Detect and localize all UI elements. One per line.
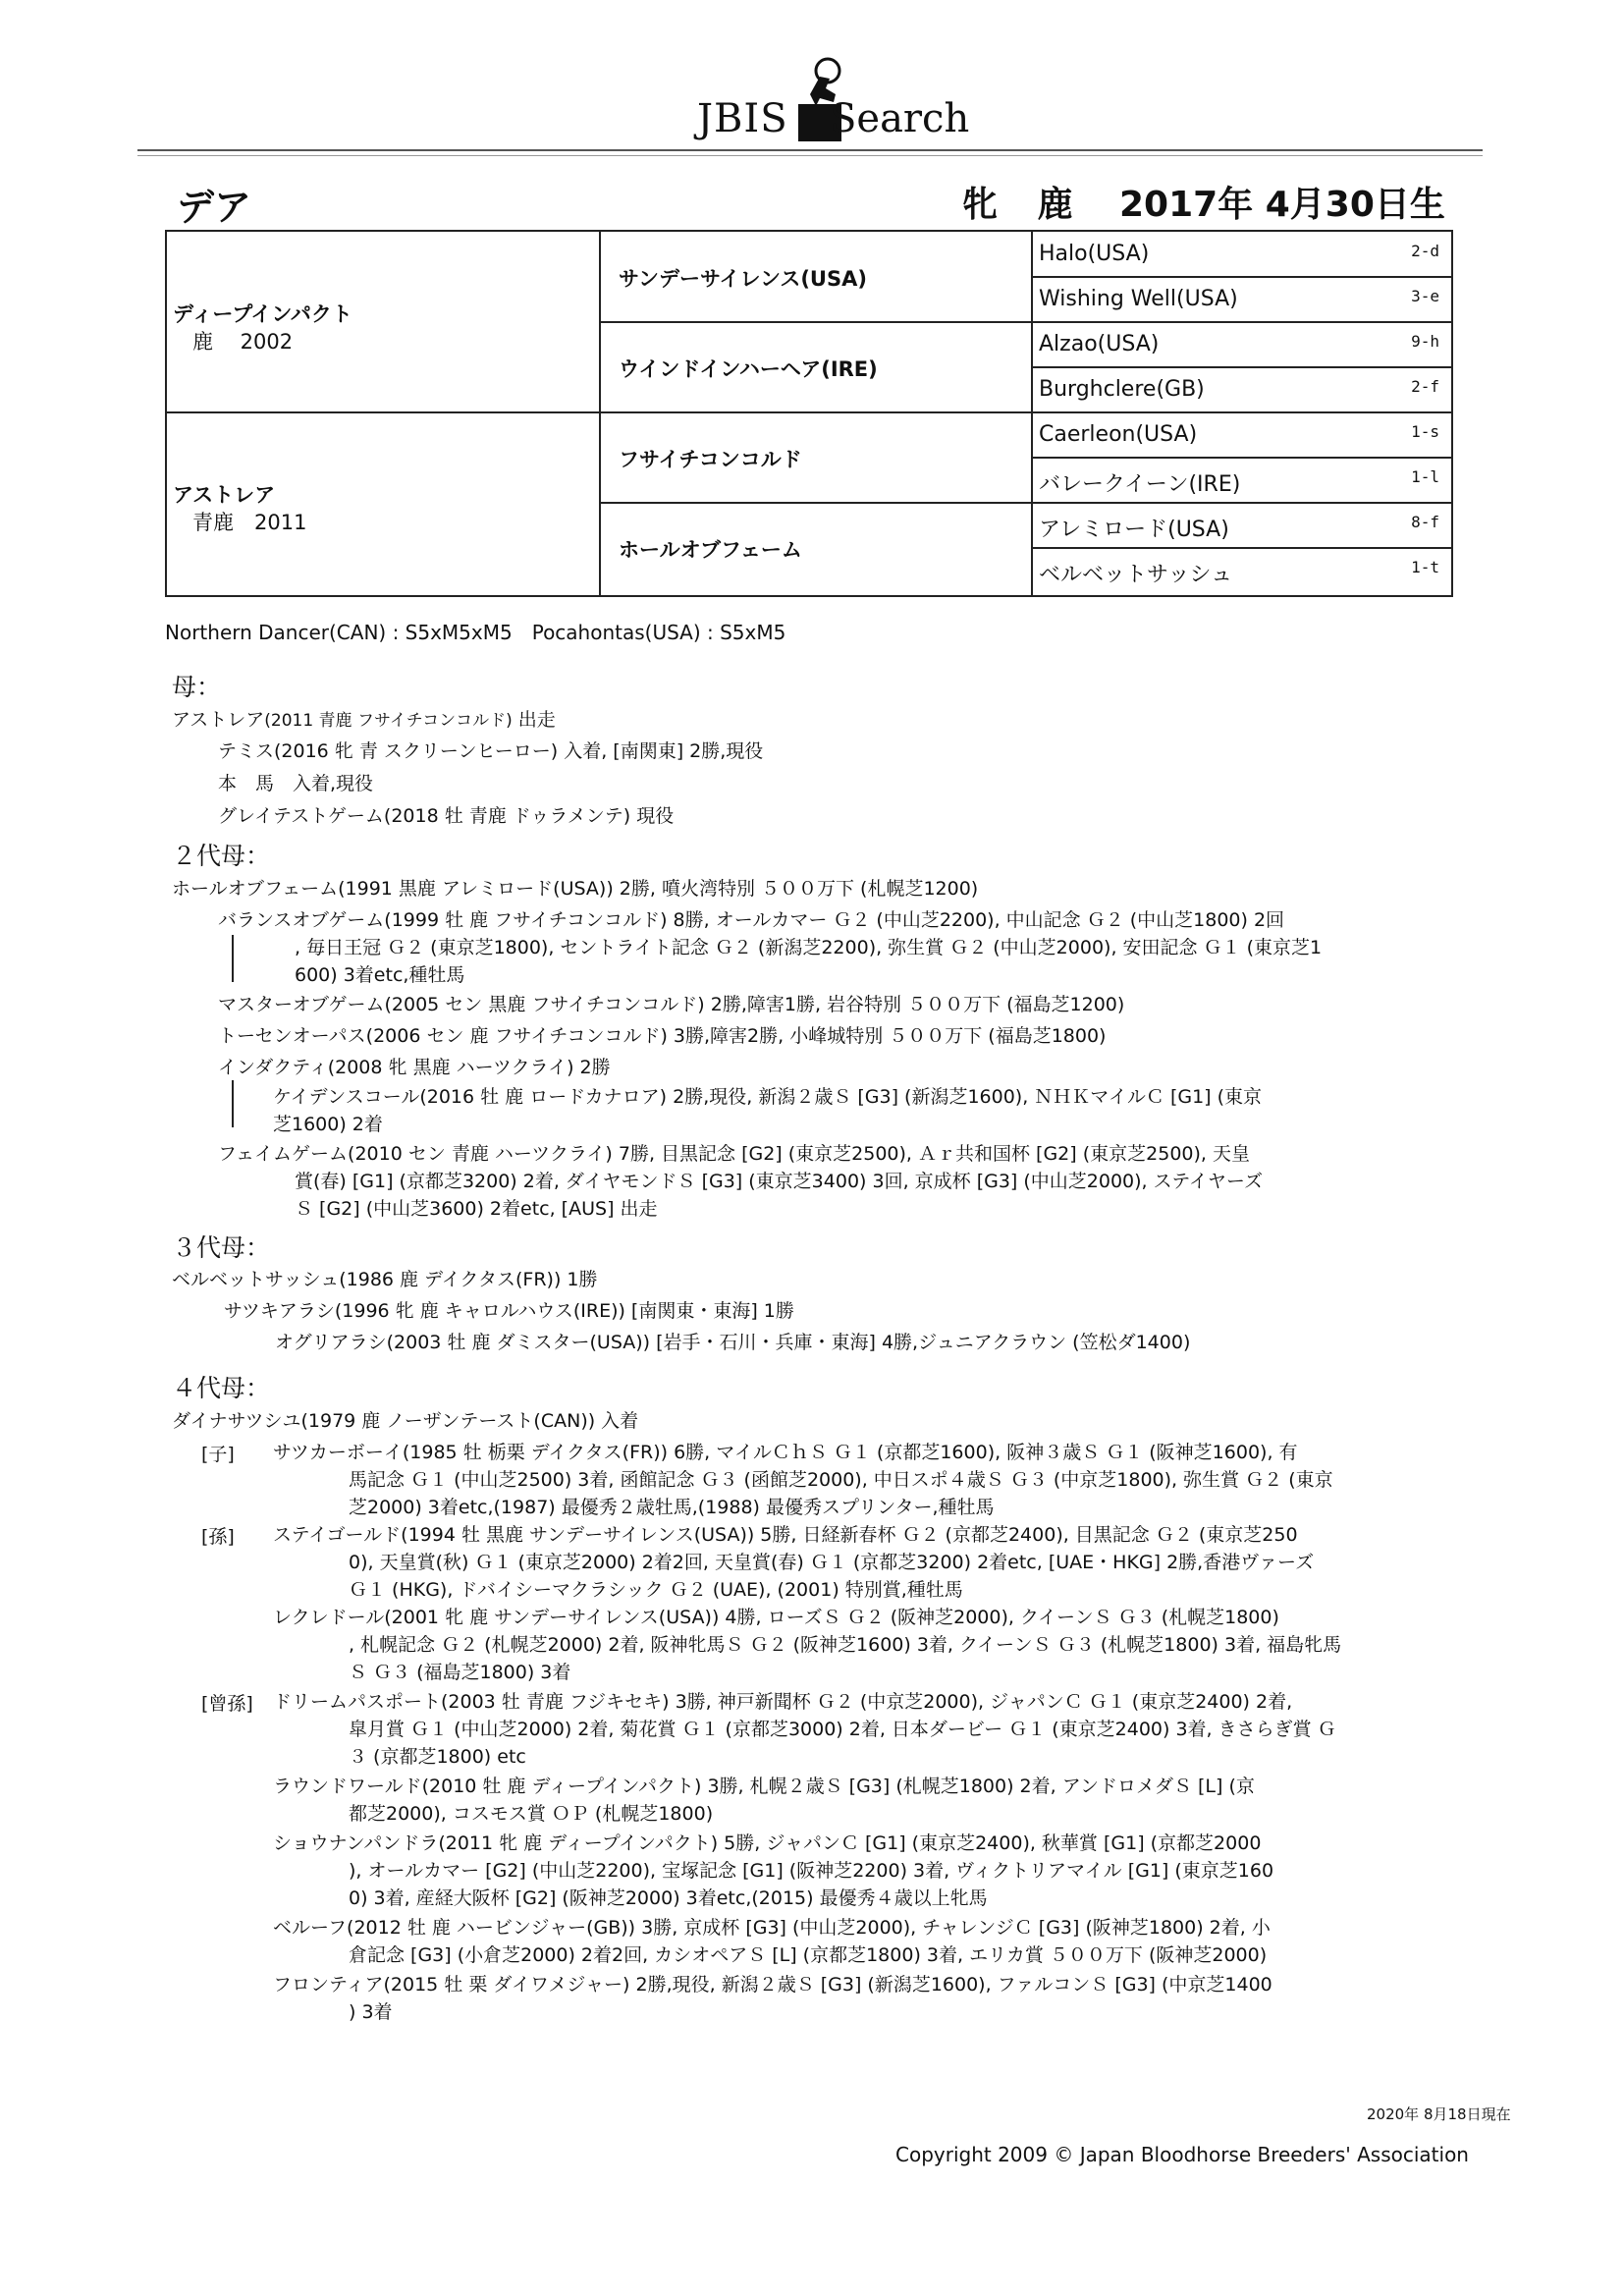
horse-name: デア: [177, 186, 252, 229]
inbreeding-note: Northern Dancer(CAN) : S5xM5xM5 Pocahontas(USA) : S5xM5: [165, 621, 786, 644]
family-line: ショウナンパンドラ(2011 牝 鹿 ディープインパクト) 5勝, ジャパンＣ [G1] (東京芝2400), 秋華賞 [G1] (京都芝2000: [273, 1832, 1262, 1854]
pedigree-row-divider: [599, 502, 1451, 504]
header-divider-thin: [137, 155, 1483, 156]
family-code: 8-f: [1411, 513, 1439, 531]
gen2-dam-sire: フサイチコンコルド: [619, 448, 802, 471]
family-line: 賞(春) [G1] (京都芝3200) 2着, ダイヤモンドＳ [G3] (東京芝3400) 3回, 京成杯 [G3] (中山芝2000), ステイヤーズ: [295, 1171, 1263, 1192]
pedigree-row-divider: [167, 411, 1451, 413]
gen3-ancestor: [1039, 558, 1451, 588]
family-line: ベルーフ(2012 牡 鹿 ハービンジャー(GB)) 3勝, 京成杯 [G3] (中山芝2000), チャレンジＣ [G3] (阪神芝1800) 2着, 小: [273, 1917, 1271, 1939]
header-divider: [137, 149, 1483, 151]
family-line: サツカーボーイ(1985 牡 栃栗 デイクタス(FR)) 6勝, マイルＣｈＳ Ｇ１ (京都芝1600), 阪神３歳Ｓ Ｇ１ (阪神芝1600), 有: [273, 1442, 1298, 1463]
gen3-ancestor: [1039, 377, 1451, 402]
family-line: バランスオブゲーム(1999 牡 鹿 フサイチコンコルド) 8勝, オールカマー Ｇ２ (中山芝2200), 中山記念 Ｇ２ (中山芝1800) 2回: [218, 909, 1285, 931]
ancestor-name: Alzao(USA): [1039, 332, 1160, 356]
dam-info: 青鹿 2011: [192, 511, 307, 534]
sire-name: ディープインパクト: [173, 302, 352, 326]
pedigree-col-divider: [1031, 232, 1033, 595]
sire-cell: [173, 301, 352, 355]
family-code: 1-l: [1411, 467, 1439, 486]
ancestor-name: ベルベットサッシュ: [1039, 563, 1233, 587]
pedigree-row-divider: [1031, 366, 1451, 368]
birth-date: 2017年 4月30日生: [1119, 185, 1445, 225]
family-bracket: [232, 935, 234, 982]
pedigree-row-divider: [599, 321, 1451, 323]
section-gen3: ３代母：: [172, 1233, 271, 1262]
family-line: ドリームパスポート(2003 牡 青鹿 フジキセキ) 3勝, 神戸新聞杯 Ｇ２ (中京芝2000), ジャパンＣ Ｇ１ (東京芝2400) 2着,: [273, 1691, 1293, 1713]
family-line: Ｓ [G2] (中山芝3600) 2着etc, [AUS] 出走: [295, 1198, 658, 1220]
family-line: グレイテストゲーム(2018 牡 青鹿 ドゥラメンテ) 現役: [218, 805, 675, 827]
family-line: 本 馬 入着,現役: [218, 773, 374, 794]
family-line: 芝1600) 2着: [273, 1114, 383, 1135]
family-line: ) 3着: [349, 2001, 393, 2023]
family-line: 都芝2000), コスモス賞 ＯＰ (札幌芝1800): [349, 1803, 714, 1825]
generation-tag: [孫]: [201, 1526, 235, 1548]
gen2-dam-dam: ホールオブフェーム: [619, 538, 802, 562]
family-line: , 毎日王冠 Ｇ２ (東京芝1800), セントライト記念 Ｇ２ (新潟芝2200), 弥生賞 Ｇ２ (中山芝2000), 安田記念 Ｇ１ (東京芝1: [295, 937, 1323, 958]
sex-color: 牝 鹿: [962, 185, 1087, 225]
family-line: Ｓ Ｇ３ (福島芝1800) 3着: [349, 1662, 571, 1683]
family-line: オグリアラシ(2003 牡 鹿 ダミスター(USA)) [岩手・石川・兵庫・東海] 4勝,ジュニアクラウン (笠松ダ1400): [275, 1332, 1191, 1353]
pedigree-col-divider: [599, 232, 601, 595]
gen3-ancestor: [1039, 287, 1451, 311]
family-line: フェイムゲーム(2010 セン 青鹿 ハーツクライ) 7勝, 目黒記念 [G2] (東京芝2500), Ａｒ共和国杯 [G2] (東京芝2500), 天皇: [218, 1143, 1250, 1165]
family-line: ケイデンスコール(2016 牡 鹿 ロードカナロア) 2勝,現役, 新潟２歳Ｓ [G3] (新潟芝1600), ＮＨＫマイルＣ [G1] (東京: [273, 1086, 1263, 1108]
family-line: 0) 3着, 産経大阪杯 [G2] (阪神芝2000) 3着etc,(2015) 最優秀４歳以上牝馬: [349, 1887, 988, 1909]
gen3-ancestor: [1039, 467, 1451, 498]
family-line: ホールオブフェーム(1991 黒鹿 アレミロード(USA)) 2勝, 噴火湾特別 ５００万下 (札幌芝1200): [172, 878, 979, 900]
family-line: ベルベットサッシュ(1986 鹿 デイクタス(FR)) 1勝: [172, 1269, 598, 1290]
family-code: 9-h: [1411, 332, 1439, 351]
gen3-ancestor: [1039, 513, 1451, 543]
family-line: インダクティ(2008 牝 黒鹿 ハーツクライ) 2勝: [218, 1057, 611, 1078]
section-gen4: ４代母：: [172, 1374, 271, 1402]
jbis-search-logo: [697, 47, 970, 145]
pedigree-row-divider: [1031, 276, 1451, 278]
family-code: 1-s: [1411, 422, 1439, 441]
family-line: 皐月賞 Ｇ１ (中山芝2000) 2着, 菊花賞 Ｇ１ (京都芝3000) 2着, 日本ダービー Ｇ１ (東京芝2400) 3着, きさらぎ賞 Ｇ: [349, 1719, 1336, 1740]
family-line: サツキアラシ(1996 牝 鹿 キャロルハウス(IRE)) [南関東・東海] 1勝: [224, 1300, 794, 1322]
dam-cell: [173, 481, 306, 536]
ancestor-name: バレークイーン(IRE): [1039, 472, 1241, 497]
family-line: 芝2000) 3着etc,(1987) 最優秀２歳牡馬,(1988) 最優秀スプリンター,種牡馬: [349, 1497, 995, 1518]
copyright: Copyright 2009 © Japan Bloodhorse Breeders' Association: [895, 2143, 1469, 2166]
ancestor-name: Wishing Well(USA): [1039, 287, 1238, 311]
ancestor-name: Burghclere(GB): [1039, 377, 1205, 402]
family-line: アストレア(2011 青鹿 フサイチコンコルド) 出走: [172, 709, 556, 731]
family-line: トーセンオーパス(2006 セン 鹿 フサイチコンコルド) 3勝,障害2勝, 小峰城特別 ５００万下 (福島芝1800): [218, 1025, 1107, 1047]
gen3-ancestor: [1039, 332, 1451, 356]
family-line: 600) 3着etc,種牡馬: [295, 964, 465, 986]
family-line: フロンティア(2015 牡 栗 ダイワメジャー) 2勝,現役, 新潟２歳Ｓ [G3] (新潟芝1600), ファルコンＳ [G3] (中京芝1400: [273, 1974, 1272, 1995]
family-bracket: [232, 1080, 234, 1127]
pedigree-table: [165, 230, 1453, 597]
ancestor-name: Caerleon(USA): [1039, 422, 1198, 447]
family-line: ダイナサツシユ(1979 鹿 ノーザンテースト(CAN)) 入着: [172, 1410, 639, 1432]
family-code: 2-d: [1411, 242, 1439, 260]
family-line: レクレドール(2001 牝 鹿 サンデーサイレンス(USA)) 4勝, ローズＳ Ｇ２ (阪神芝2000), クイーンＳ Ｇ３ (札幌芝1800): [273, 1607, 1279, 1628]
ancestor-name: アレミロード(USA): [1039, 518, 1229, 542]
section-gen2: ２代母：: [172, 842, 271, 870]
family-line: ３ (京都芝1800) etc: [349, 1746, 526, 1768]
family-line: ), オールカマー [G2] (中山芝2200), 宝塚記念 [G1] (阪神芝2200) 3着, ヴィクトリアマイル [G1] (東京芝160: [349, 1860, 1274, 1882]
family-code: 3-e: [1411, 287, 1439, 305]
pedigree-row-divider: [1031, 457, 1451, 459]
gen2-sire-sire: サンデーサイレンス(USA): [619, 267, 867, 291]
generation-tag: [曾孫]: [201, 1693, 253, 1715]
family-code: 1-t: [1411, 558, 1439, 576]
pedigree-row-divider: [1031, 547, 1451, 549]
family-code: 2-f: [1411, 377, 1439, 396]
family-line: Ｇ１ (HKG), ドバイシーマクラシック Ｇ２ (UAE), (2001) 特別賞,種牡馬: [349, 1579, 963, 1601]
ancestor-name: Halo(USA): [1039, 242, 1150, 266]
family-line: 倉記念 [G3] (小倉芝2000) 2着2回, カシオペアＳ [L] (京都芝1800) 3着, エリカ賞 ５００万下 (阪神芝2000): [349, 1944, 1268, 1966]
as-of-date: 2020年 8月18日現在: [1367, 2105, 1511, 2123]
family-line: , 札幌記念 Ｇ２ (札幌芝2000) 2着, 阪神牝馬Ｓ Ｇ２ (阪神芝1600) 3着, クイーンＳ Ｇ３ (札幌芝1800) 3着, 福島牝馬: [349, 1634, 1342, 1656]
logo-text-jbis: JBIS: [697, 96, 788, 141]
logo-text-search: Search: [830, 96, 970, 141]
generation-tag: [子]: [201, 1444, 235, 1465]
gen3-ancestor: [1039, 242, 1451, 266]
family-line: 馬記念 Ｇ１ (中山芝2500) 3着, 函館記念 Ｇ３ (函館芝2000), 中日スポ４歳Ｓ Ｇ３ (中京芝1800), 弥生賞 Ｇ２ (東京: [349, 1469, 1333, 1491]
family-line: ラウンドワールド(2010 牡 鹿 ディープインパクト) 3勝, 札幌２歳Ｓ [G3] (札幌芝1800) 2着, アンドロメダＳ [L] (京: [273, 1776, 1255, 1797]
section-dam: 母：: [172, 673, 222, 701]
gen3-ancestor: [1039, 422, 1451, 447]
sire-info: 鹿 2002: [192, 330, 294, 354]
gen2-sire-dam: ウインドインハーヘア(IRE): [619, 357, 878, 381]
family-line: マスターオブゲーム(2005 セン 黒鹿 フサイチコンコルド) 2勝,障害1勝, 岩谷特別 ５００万下 (福島芝1200): [218, 994, 1125, 1015]
family-line: ステイゴールド(1994 牡 黒鹿 サンデーサイレンス(USA)) 5勝, 日経新春杯 Ｇ２ (京都芝2400), 目黒記念 Ｇ２ (東京芝250: [273, 1524, 1298, 1546]
family-line: テミス(2016 牝 青 スクリーンヒーロー) 入着, [南関東] 2勝,現役: [218, 740, 764, 762]
dam-name: アストレア: [173, 483, 276, 507]
family-line: 0), 天皇賞(秋) Ｇ１ (東京芝2000) 2着2回, 天皇賞(春) Ｇ１ (京都芝3200) 2着etc, [UAE・HKG] 2勝,香港ヴァーズ: [349, 1552, 1315, 1573]
